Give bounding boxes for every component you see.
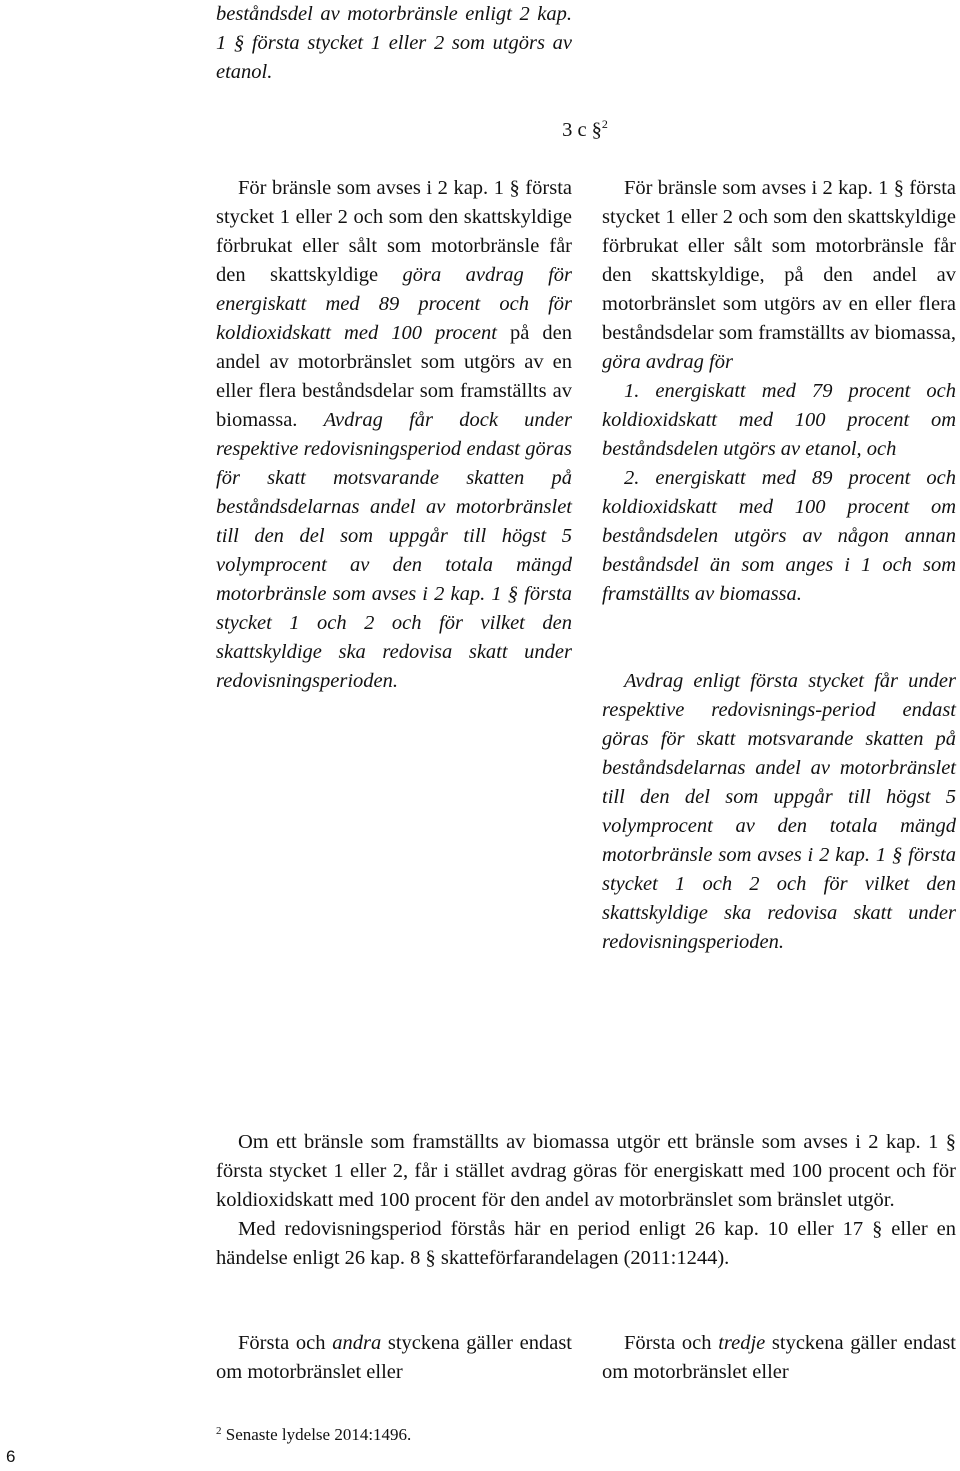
right-list-item-2: 2. energiskatt med 89 procent och koldioxidskatt med 100 procent om beståndsdelen utgörs av någon annan beståndsdel än som anges i 1 och som framställts av biomassa. (602, 467, 956, 605)
bottom-right-pre: Första och (624, 1332, 719, 1354)
section-heading (0, 116, 960, 145)
top-fragment-text: beståndsdel av motorbränsle enligt 2 kap. 1 § första stycket 1 eller 2 som utgörs av etanol. (216, 3, 572, 83)
left-p1-regular: För bränsle som avses i 2 kap. 1 § första stycket 1 eller 2 och som den skattskyldige förbrukat eller sålt som motorbränsle får den skattskyldige (216, 177, 572, 286)
left-paragraph-1 (216, 174, 572, 696)
full-paragraph-1: Om ett bränsle som framställts av biomassa utgör ett bränsle som avses i 2 kap. 1 § första stycket 1 eller 2, får i stället avdrag göras för energiskatt med 100 procent och för koldioxidskatt med 100 procent för den andel av motorbränslet som bränslet utgör. (216, 1131, 956, 1211)
footnote-marker: 2 (216, 1425, 222, 1437)
bottom-left-post: styckena gäller endast om motorbränslet eller (216, 1332, 572, 1383)
bottom-right-italic: tredje (718, 1332, 766, 1354)
bottom-left-pre: Första och (238, 1332, 333, 1354)
bottom-right-post: styckena gäller endast om motorbränslet eller (602, 1332, 956, 1383)
bottom-left-text (216, 1329, 572, 1387)
section-heading-label: 3 c § (562, 119, 602, 141)
left-p1-italic-2: Avdrag får dock under respektive redovisningsperiod endast göras för skatt motsvarande skatten på beståndsdelarnas andel av motorbränslet till den del som uppgår till högst 5 volymprocent av den totala mängd motorbränsle som avses i 2 kap. 1 § första stycket 1 och 2 och för vilket den skattskyldige ska redovisa skatt under redovisningsperioden. (216, 409, 573, 692)
page-number: 6 (6, 1447, 16, 1466)
footnote-reference: 2 (601, 117, 608, 131)
full-width-section (216, 1128, 956, 1273)
right-column-proposed-text (602, 174, 956, 957)
left-p1-regular-2: på den andel av motorbränslet som utgörs av en eller flera beståndsdelar som framställts av biomassa. (216, 322, 572, 431)
bottom-right-fragment (602, 1329, 956, 1387)
right-paragraph-2: Avdrag enligt första stycket får under respektive redovisnings-period endast göras för skatt motsvarande skatten på beståndsdelarnas andel av motorbränslet till den del som uppgår till högst 5 volymprocent av den totala mängd motorbränsle som avses i 2 kap. 1 § första stycket 1 och 2 och för vilket den skattskyldige ska redovisa skatt under redovisningsperioden. (602, 670, 956, 953)
footnote (216, 1424, 411, 1446)
right-paragraph-1 (602, 174, 956, 377)
right-p1-italic: göra avdrag för (602, 351, 733, 373)
footnote-text: Senaste lydelse 2014:1496. (225, 1425, 412, 1444)
bottom-right-text (602, 1329, 956, 1387)
left-column-current-text (216, 174, 572, 696)
left-p1-italic: göra avdrag för energiskatt med 89 procent och för koldioxidskatt med 100 procent (216, 264, 572, 344)
right-list-item-1: 1. energiskatt med 79 procent och koldioxidskatt med 100 procent om beståndsdelen utgörs av etanol, och (602, 380, 956, 460)
top-fragment (216, 0, 572, 87)
right-p1-regular: För bränsle som avses i 2 kap. 1 § första stycket 1 eller 2 och som den skattskyldige förbrukat eller sålt som motorbränsle får den skattskyldige, på den andel av motorbränslet som utgörs av en eller flera beståndsdelar som framställts av biomassa, (602, 177, 956, 344)
bottom-left-italic: andra (332, 1332, 382, 1354)
bottom-left-fragment (216, 1329, 572, 1387)
full-paragraph-2: Med redovisningsperiod förstås här en period enligt 26 kap. 10 eller 17 § eller en händelse enligt 26 kap. 8 § skatteförfarandelagen (2011:1244). (216, 1218, 956, 1269)
